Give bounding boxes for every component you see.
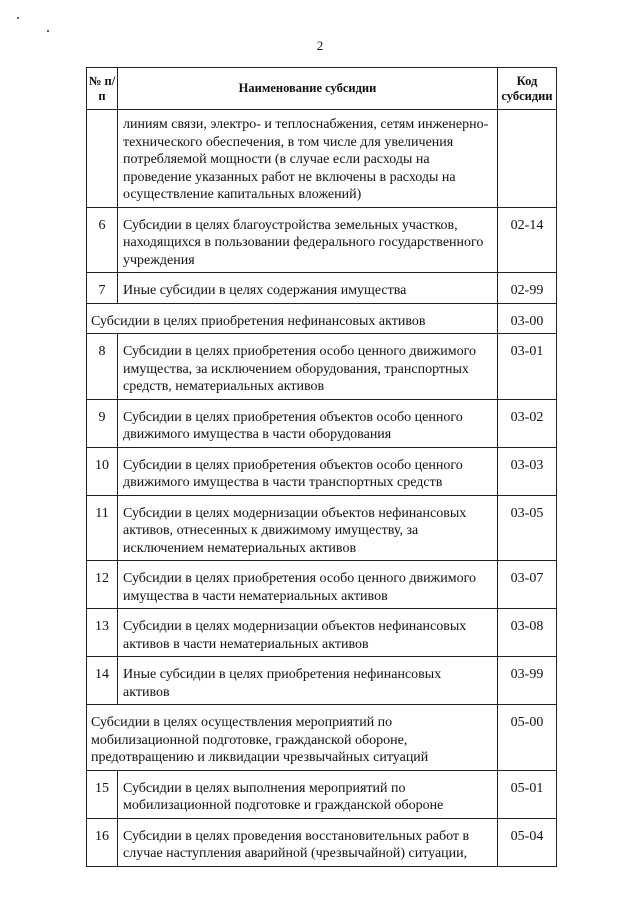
section-row bbox=[87, 705, 557, 771]
row-code: 02-14 bbox=[498, 207, 557, 273]
subsidy-table bbox=[86, 67, 557, 867]
row-num: 7 bbox=[87, 273, 118, 304]
table-row bbox=[87, 334, 557, 400]
table-row bbox=[87, 110, 557, 208]
section-name: Субсидии в целях осуществления мероприятий по мобилизационной подготовке, гражданской обороне, предотвращению и ликвидации чрезвычайных ситуаций bbox=[87, 705, 498, 771]
row-code: 03-02 bbox=[498, 399, 557, 447]
table-row bbox=[87, 609, 557, 657]
row-code: 03-99 bbox=[498, 657, 557, 705]
row-num: 11 bbox=[87, 495, 118, 561]
section-code: 05-00 bbox=[498, 705, 557, 771]
table-row bbox=[87, 273, 557, 304]
row-num: 15 bbox=[87, 770, 118, 818]
row-code: 02-99 bbox=[498, 273, 557, 304]
row-code: 05-01 bbox=[498, 770, 557, 818]
table-header-row bbox=[87, 68, 557, 110]
section-name: Субсидии в целях приобретения нефинансовых активов bbox=[87, 303, 498, 334]
row-name: Иные субсидии в целях содержания имущества bbox=[118, 273, 498, 304]
row-code: 03-03 bbox=[498, 447, 557, 495]
row-code: 03-01 bbox=[498, 334, 557, 400]
table-row bbox=[87, 818, 557, 866]
row-name: Субсидии в целях модернизации объектов нефинансовых активов, отнесенных к движимому имуществу, за исключением нематериальных активов bbox=[118, 495, 498, 561]
table-row bbox=[87, 495, 557, 561]
table-row bbox=[87, 657, 557, 705]
row-name: Субсидии в целях выполнения мероприятий по мобилизационной подготовке и гражданской обороне bbox=[118, 770, 498, 818]
header-name: Наименование субсидии bbox=[118, 68, 498, 110]
table-row bbox=[87, 770, 557, 818]
row-name: Субсидии в целях приобретения объектов особо ценного движимого имущества в части оборудования bbox=[118, 399, 498, 447]
row-name: Субсидии в целях проведения восстановительных работ в случае наступления аварийной (чрезвычайной) ситуации, bbox=[118, 818, 498, 866]
row-code: 03-08 bbox=[498, 609, 557, 657]
table-row bbox=[87, 561, 557, 609]
page-number: 2 bbox=[316, 38, 324, 53]
section-code: 03-00 bbox=[498, 303, 557, 334]
row-name: Субсидии в целях приобретения особо ценного движимого имущества в части нематериальных активов bbox=[118, 561, 498, 609]
row-num: 8 bbox=[87, 334, 118, 400]
header-num: № п/п bbox=[87, 68, 118, 110]
row-name: Субсидии в целях приобретения особо ценного движимого имущества, за исключением оборудования, транспортных средств, нематериальных активов bbox=[118, 334, 498, 400]
table-row bbox=[87, 207, 557, 273]
row-num bbox=[87, 110, 118, 208]
row-name: линиям связи, электро- и теплоснабжения, сетям инженерно-технического обеспечения, в том числе для увеличения потребляемой мощности (в случае если расходы на проведение указанных работ не включены в расходы на осуществление капитальных вложений) bbox=[118, 110, 498, 208]
table-row bbox=[87, 447, 557, 495]
row-code: 03-07 bbox=[498, 561, 557, 609]
row-name: Иные субсидии в целях приобретения нефинансовых активов bbox=[118, 657, 498, 705]
row-num: 9 bbox=[87, 399, 118, 447]
row-code: 03-05 bbox=[498, 495, 557, 561]
row-code bbox=[498, 110, 557, 208]
row-name: Субсидии в целях благоустройства земельных участков, находящихся в пользовании федерального государственного учреждения bbox=[118, 207, 498, 273]
scan-speck bbox=[17, 17, 19, 19]
row-num: 13 bbox=[87, 609, 118, 657]
section-row bbox=[87, 303, 557, 334]
table-row bbox=[87, 399, 557, 447]
row-name: Субсидии в целях приобретения объектов особо ценного движимого имущества в части транспортных средств bbox=[118, 447, 498, 495]
row-num: 6 bbox=[87, 207, 118, 273]
row-num: 12 bbox=[87, 561, 118, 609]
row-num: 10 bbox=[87, 447, 118, 495]
row-num: 14 bbox=[87, 657, 118, 705]
row-code: 05-04 bbox=[498, 818, 557, 866]
row-num: 16 bbox=[87, 818, 118, 866]
row-name: Субсидии в целях модернизации объектов нефинансовых активов в части нематериальных активов bbox=[118, 609, 498, 657]
scan-speck bbox=[47, 30, 49, 32]
header-code: Код субсидии bbox=[498, 68, 557, 110]
